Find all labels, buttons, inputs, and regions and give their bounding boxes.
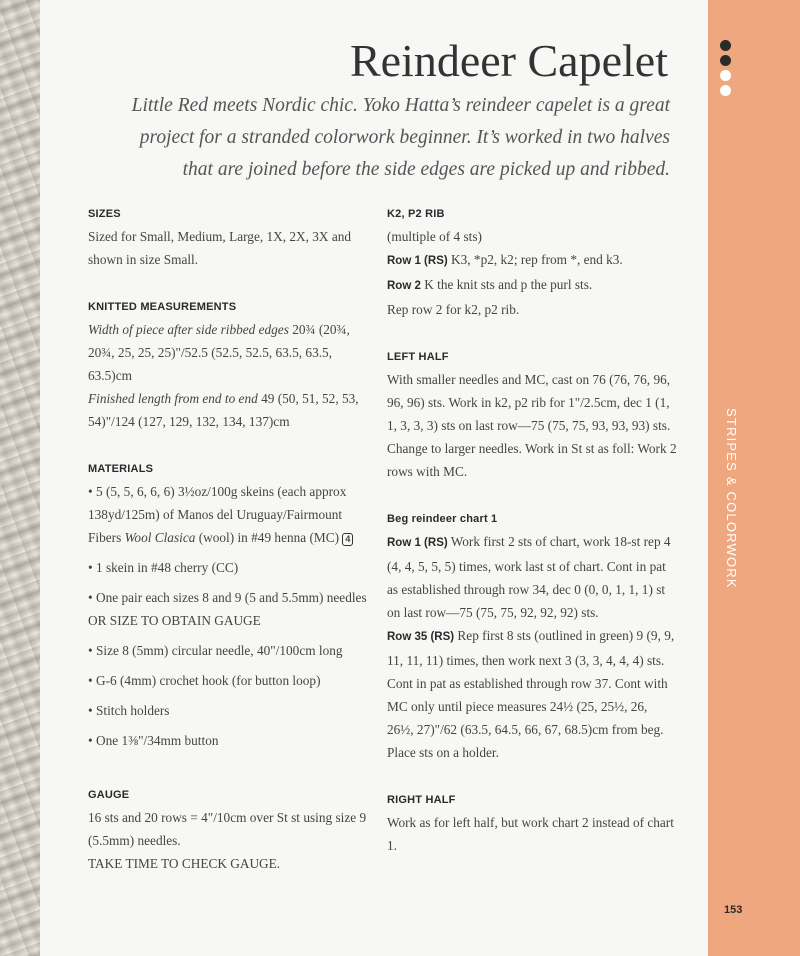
sizes-text: Sized for Small, Medium, Large, 1X, 2X, 3X and shown in size Small.: [88, 229, 352, 267]
measurements-section: [88, 298, 378, 433]
rib-row-1-label: Row 1 (RS): [387, 255, 448, 267]
length-value: 49 (50, 51, 52, 53, 54)"/124 (127, 129, 132, 134, 137)cm: [88, 391, 359, 429]
length-measurement: [88, 387, 378, 433]
difficulty-dots: [720, 40, 740, 100]
chart-1-row-1-text: Work first 2 sts of chart, work 18-st rep 4 (4, 4, 5, 5, 5) times, work last st of chart. Cont in pat as established through row 34, dec 0 (0, 0, 1, 1, 1) st on last row—75 (75, 75, 92, 92, 92) sts.: [387, 534, 671, 620]
difficulty-dot-filled: [720, 55, 731, 66]
materials-item: • Size 8 (5mm) circular needle, 40"/100cm long: [88, 639, 378, 662]
section-color-tab: [708, 0, 800, 956]
length-label: Finished length from end to end: [88, 391, 258, 406]
chart-1-row-35-text: Rep first 8 sts (outlined in green) 9 (9, 9, 11, 11, 11) times, then work next 3 (3, 3, 4, 4, 4) sts. Cont in pat as established through row 37. Cont with MC only until piece measures 24½ (25, 25½, 26, 26½, 27)"/62 (63.5, 64.5, 66, 67, 68.5)cm from beg. Place sts on a holder.: [387, 628, 675, 760]
chart-1-heading: Beg reindeer chart 1: [387, 513, 498, 525]
yarn-weight-badge-icon: 4: [342, 533, 353, 546]
yarn-name: Wool Clasica: [124, 530, 196, 545]
materials-item: • 1 skein in #48 cherry (CC): [88, 556, 378, 579]
width-value: 20¾ (20¾, 20¾, 25, 25, 25)"/52.5 (52.5, 52.5, 63.5, 63.5, 63.5)cm: [88, 322, 350, 383]
difficulty-dot-filled: [720, 40, 731, 51]
right-half-section: [387, 791, 677, 857]
section-tab-label: STRIPES & COLORWORK: [724, 408, 739, 589]
gauge-heading: GAUGE: [88, 789, 130, 801]
materials-item-yarn: [88, 480, 378, 549]
materials-heading: MATERIALS: [88, 463, 154, 475]
rib-multiple: (multiple of 4 sts): [387, 229, 482, 244]
sizes-section: [88, 205, 378, 271]
materials-item: • One pair each sizes 8 and 9 (5 and 5.5mm) needles OR SIZE TO OBTAIN GAUGE: [88, 586, 378, 632]
sizes-heading: SIZES: [88, 208, 121, 220]
chart-1-row-35-label: Row 35 (RS): [387, 631, 455, 643]
yarn-rest-text: (wool) in #49 henna (MC): [198, 530, 340, 545]
width-measurement: [88, 318, 378, 387]
marble-background: [0, 0, 40, 956]
materials-section: [88, 460, 378, 752]
intro-paragraph: Little Red meets Nordic chic. Yoko Hatta’s reindeer capelet is a great project for a stranded colorwork beginner. It’s worked in two halves that are joined before the side edges are picked up and ribbed.: [131, 95, 670, 180]
chart-1-row-1: [387, 530, 677, 624]
rib-row-1: [387, 248, 677, 273]
chart-1-row-35: [387, 624, 677, 764]
right-half-heading: RIGHT HALF: [387, 794, 456, 806]
left-half-heading: LEFT HALF: [387, 351, 449, 363]
materials-item: • Stitch holders: [88, 699, 378, 722]
right-half-text: Work as for left half, but work chart 2 instead of chart 1.: [387, 815, 674, 853]
materials-list: [88, 480, 378, 752]
measurements-heading: KNITTED MEASUREMENTS: [88, 301, 237, 313]
page-title: Reindeer Capelet: [349, 35, 668, 86]
materials-item: • G-6 (4mm) crochet hook (for button loop): [88, 669, 378, 692]
chart-1-row-1-label: Row 1 (RS): [387, 537, 448, 549]
left-half-section: [387, 348, 677, 483]
rib-row-2-label: Row 2: [387, 280, 421, 292]
difficulty-dot-empty: [720, 85, 731, 96]
rib-row-2: [387, 273, 677, 298]
yarn-main-text: 5 (5, 5, 6, 6, 6) 3½oz/100g skeins (each approx 138yd/125m) of Manos del Uruguay/Fairmount Fibers: [88, 484, 347, 545]
left-column: [88, 205, 378, 902]
difficulty-dot-empty: [720, 70, 731, 81]
rib-row-2-text: K the knit sts and p the purl sts.: [424, 277, 593, 292]
gauge-section: [88, 786, 378, 875]
left-half-text: With smaller needles and MC, cast on 76 (76, 76, 96, 96, 96) sts. Work in k2, p2 rib for 1"/2.5cm, dec 1 (1, 1, 3, 3, 3) sts on last row—75 (75, 75, 93, 93, 93) sts. Change to larger needles. Work in St st as foll: Work 2 rows with MC.: [387, 372, 677, 479]
page-number: 153: [724, 904, 743, 916]
chart-1-section: [387, 510, 677, 764]
width-label: Width of piece after side ribbed edges: [88, 322, 289, 337]
rib-heading: K2, P2 RIB: [387, 208, 445, 220]
rib-row-1-text: K3, *p2, k2; rep from *, end k3.: [451, 252, 623, 267]
rib-repeat: Rep row 2 for k2, p2 rib.: [387, 302, 520, 317]
rib-section: [387, 205, 677, 321]
right-column: [387, 205, 677, 884]
gauge-text: 16 sts and 20 rows = 4"/10cm over St st using size 9 (5.5mm) needles.: [88, 810, 367, 848]
materials-item: • One 1⅜"/34mm button: [88, 729, 378, 752]
gauge-note: TAKE TIME TO CHECK GAUGE.: [88, 856, 281, 871]
